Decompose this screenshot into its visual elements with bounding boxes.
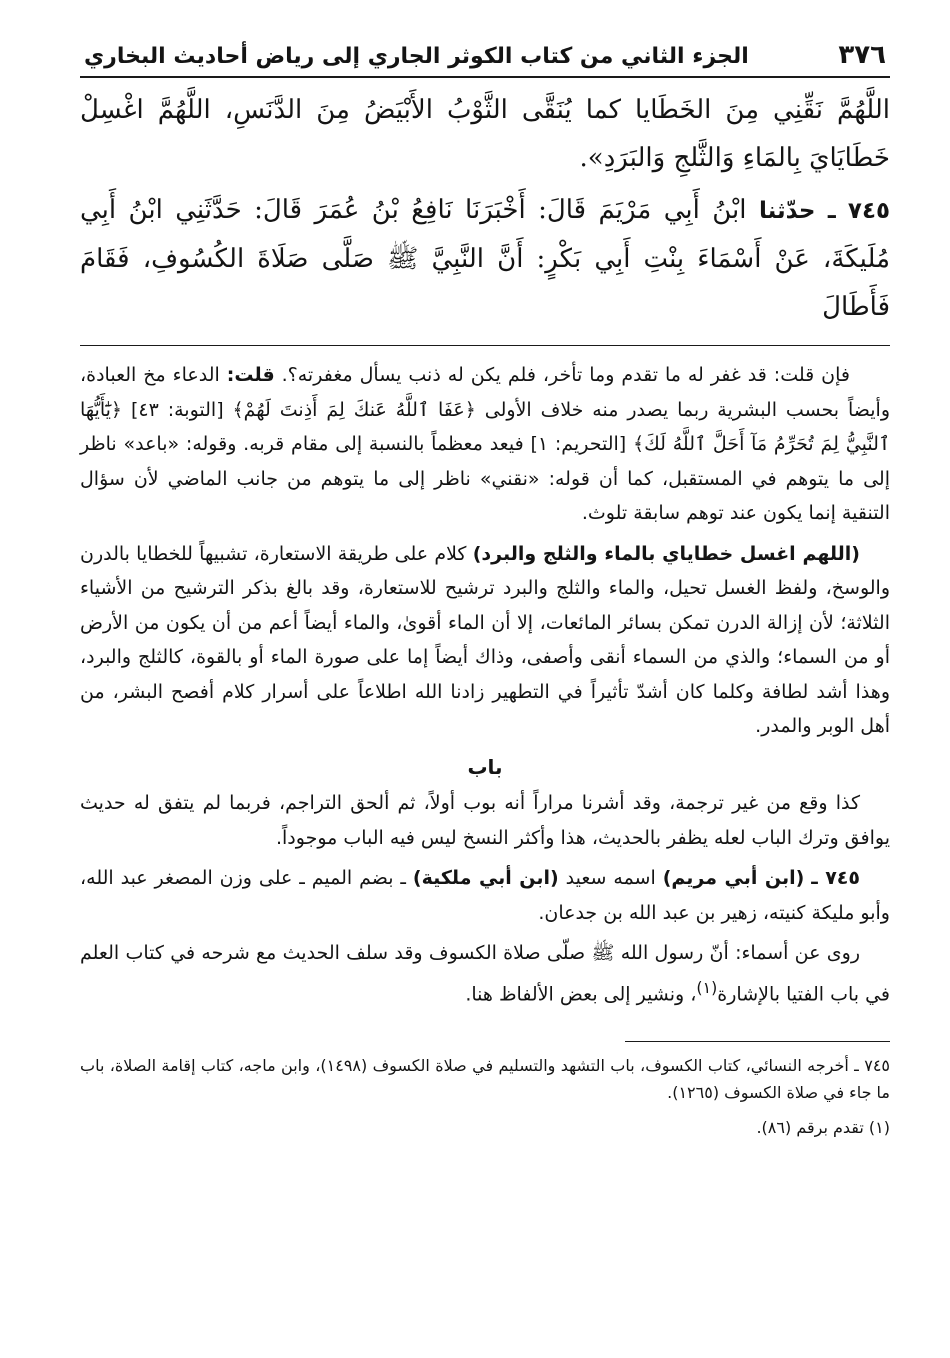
footnote-1: (١) تقدم برقم (٨٦).: [756, 1118, 890, 1138]
narrator-name-2: (ابن أبي ملكية): [412, 867, 559, 889]
commentary-block: [80, 358, 890, 1011]
narrator-note-2: ـ بضم الميم ـ على وزن المصغر عبد الله، وأبو مليكة كنيته، زهير بن عبد الله بن جدعان.: [80, 867, 890, 924]
hadith-745: [80, 186, 890, 331]
hadith-opening: حدّثنا: [758, 198, 816, 224]
narrator-note-1: اسمه سعيد: [565, 867, 656, 889]
hadith-number: ٧٤٥ ـ: [827, 198, 891, 224]
hadith-previous-ending: اللَّهُمَّ نَقِّنِي مِنَ الخَطَايا كما يُنَقَّى الثَّوْبُ الأَبْيَضُ مِنَ الدَّنَسِ، اللَّهُمَّ اغْسِلْ خَطَايَايَ بِالمَاءِ وَالثَّلجِ وَالبَرَدِ».: [80, 95, 890, 173]
hadith-text-block: [80, 86, 890, 331]
commentary-paragraph-5: [80, 936, 890, 1011]
commentary-explanation: كلام على طريقة الاستعارة، تشبيهاً للخطايا بالدرن والوسخ، ولفظ الغسل تحيل، والماء والثلج والبرد ترشيح للاستعارة، وقد بالغ بذكر الترشيح من الأشياء الثلاثة؛ لأن إزالة الدرن تمكن بسائر المائعات، إلا أن الماء أقوىٰ، والماء أيضاً أعم من أن يكون من الأرض أو من السماء؛ والذي من السماء أنقى وأصفى، وذاك أيضاً إما على صورة الماء أو بالقوة، كالثلج والبرد، وهذا أشد لطافة وكلما كان أشدّ تأثيراً في التطهير زادنا الله اطلاعاً على أسرار كلام أفصح البشر، من أهل الوبر والمدر.: [80, 542, 890, 737]
section-title: باب: [467, 754, 503, 779]
text-commentary-divider: [80, 345, 890, 346]
quoted-phrase: (اللهم اغسل خطاياي بالماء والثلج والبرد): [472, 542, 860, 565]
hadith-body: ابْنُ أَبِي مَرْيَمَ قَالَ: أَخْبَرَنَا نَافِعُ بْنُ عُمَرَ قَالَ: حَدَّثَنِي ابْنُ أَبِي مُلَيكَةَ، عَنْ أَسْمَاءَ بِنْتِ أَبِي بَكْرٍ: أَنَّ النَّبِيَّ ﷺ صَلَّى صَلَاةَ الكُسُوفِ، فَقَامَ فَأَطَالَ: [80, 195, 890, 322]
commentary-text: روى عن أسماء: أنّ رسول الله ﷺ صلّى صلاة الكسوف وقد سلف الحديث مع شرحه في كتاب العلم في باب الفتيا بالإشارة: [80, 942, 890, 1005]
commentary-text-end: ، ونشير إلى بعض الألفاظ هنا.: [465, 982, 697, 1005]
commentary-answer: الدعاء مخ العبادة، وأيضاً بحسب البشرية ربما يصدر منه خلاف الأولى ﴿عَفَا ٱللَّهُ عَنكَ لِمَ أَذِنتَ لَهُمْ﴾ [التوبة: ٤٣] ﴿يَٰٓأَيُّهَا ٱلنَّبِيُّ لِمَ تُحَرِّمُ مَآ أَحَلَّ ٱللَّهُ لَكَ﴾ [التحريم: ١] فيعد معظماً بالنسبة إلى مقام قربه. وقوله: «باعد» ناظر إلى ما يتوهم في المستقبل، كما أن قوله: «نقني» ناظر إلى ما يتوهم من جانب الماضي لأن سؤال التنقية إنما يكون عند توهم سابقة تلوث.: [80, 364, 890, 524]
footnote-reference[interactable]: (١): [696, 977, 718, 997]
footnote-divider: [625, 1041, 890, 1042]
footnotes: [80, 1052, 890, 1141]
book-page: [80, 40, 890, 1149]
commentary-question: فإن قلت: قد غفر له ما تقدم وما تأخر، فلم يكن له ذنب يسأل مغفرته؟.: [281, 364, 850, 386]
hadith-number-ref: ٧٤٥ ـ: [811, 867, 860, 889]
commentary-paragraph-4: [80, 861, 890, 930]
running-title: الجزء الثاني من كتاب الكوثر الجاري إلى رياض أحاديث البخاري: [84, 44, 749, 69]
narrator-name-1: (ابن أبي مريم): [662, 867, 805, 889]
commentary-paragraph-1: [80, 358, 890, 531]
qult-label: قلت:: [226, 364, 275, 386]
footnote-745: ٧٤٥ ـ أخرجه النسائي، كتاب الكسوف، باب التشهد والتسليم في صلاة الكسوف (١٤٩٨)، وابن ماجه، كتاب إقامة الصلاة، باب ما جاء في صلاة الكسوف (١٢٦٥).: [80, 1056, 891, 1103]
commentary-paragraph-2: [80, 537, 890, 744]
commentary-paragraph-3: كذا وقع من غير ترجمة، وقد أشرنا مراراً أنه بوب أولاً، ثم ألحق التراجم، فربما لم يتفق له حديث يوافق وترك الباب لعله يظفر بالحديث، هذا وأكثر النسخ ليس فيه الباب موجوداً.: [80, 792, 890, 849]
page-header: [80, 40, 890, 78]
page-number: ٣٧٦: [838, 40, 886, 70]
